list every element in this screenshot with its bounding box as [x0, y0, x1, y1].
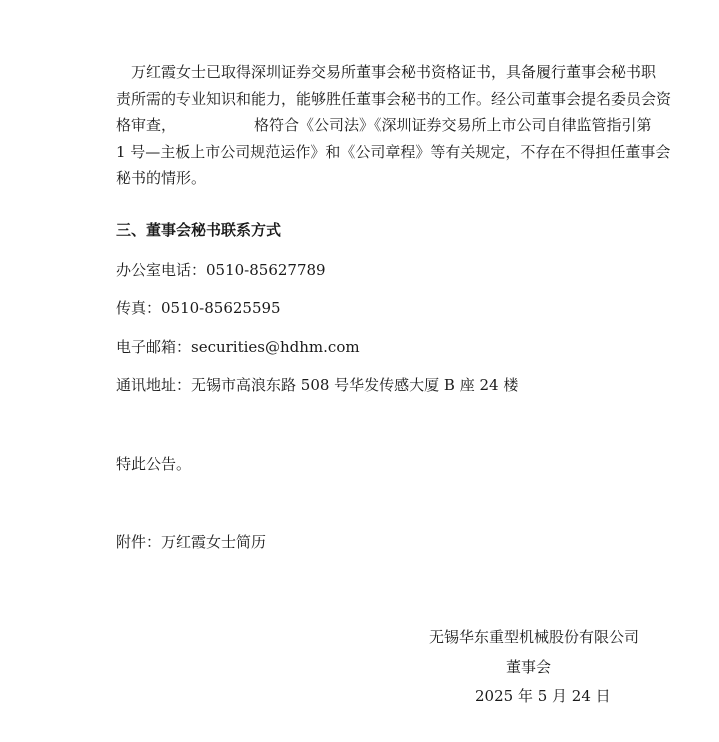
- intro-line-1: 万红霞女士已取得深圳证券交易所董事会秘书资格证书，具备履行董事会秘书职: [131, 63, 657, 81]
- closing-statement: 特此公告。: [116, 455, 192, 473]
- signature-date: 2025 年 5 月 24 日: [475, 687, 611, 705]
- contact-fax: 传真：0510-85625595: [116, 299, 281, 317]
- signature-company: 无锡华东重型机械股份有限公司: [429, 628, 640, 646]
- intro-line-5: 秘书的情形。: [116, 169, 207, 187]
- redacted-region: [176, 119, 254, 133]
- section-heading: 三、董事会秘书联系方式: [116, 221, 282, 239]
- contact-address: 通讯地址：无锡市高浪东路 508 号华发传感大厦 B 座 24 楼: [116, 376, 519, 394]
- intro-line-4: 1 号—主板上市公司规范运作》和《公司章程》等有关规定，不存在不得担任董事会: [116, 142, 671, 161]
- signature-board: 董事会: [506, 658, 552, 676]
- intro-line-2: 责所需的专业知识和能力，能够胜任董事会秘书的工作。经公司董事会提名委员会资: [116, 89, 672, 108]
- intro-line-3: [116, 112, 652, 139]
- intro-line-3-start: 格审查，: [116, 116, 177, 134]
- contact-email: 电子邮箱：securities@hdhm.com: [116, 338, 360, 356]
- contact-phone: 办公室电话：0510-85627789: [116, 261, 326, 279]
- attachment-note: 附件：万红霞女士简历: [116, 533, 267, 551]
- intro-line-3-end: 格符合《公司法》《深圳证券交易所上市公司自律监管指引第: [254, 116, 652, 134]
- intro-paragraph: [116, 59, 672, 192]
